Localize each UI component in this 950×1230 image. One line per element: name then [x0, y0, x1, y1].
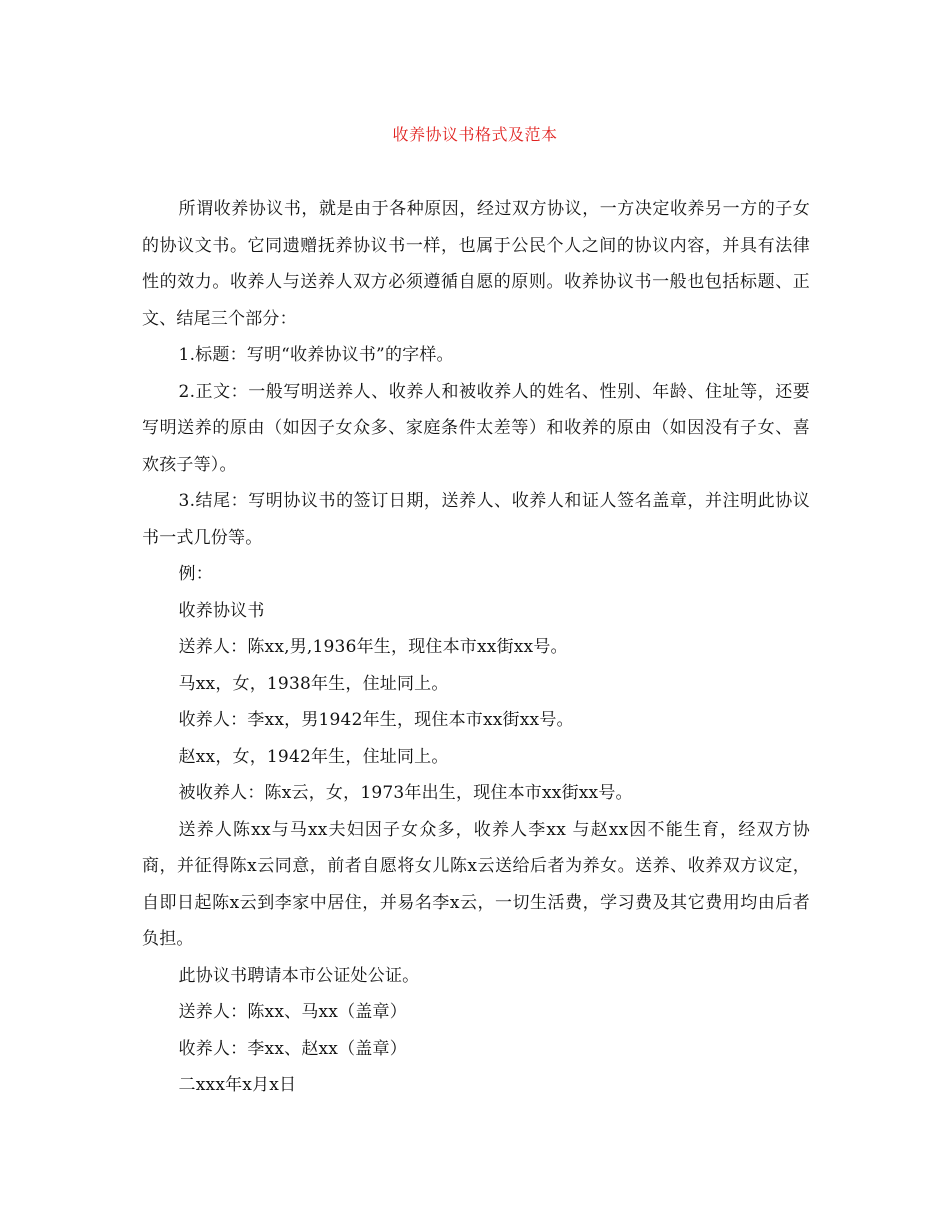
date-line: 二xxx年x月x日 — [178, 1075, 297, 1095]
adopter-signature-line: 收养人：李xx、赵xx（盖章） — [178, 1038, 407, 1059]
document-body — [142, 191, 810, 1104]
example-label: 例： — [178, 564, 213, 584]
intro-paragraph: 所谓收养协议书，就是由于各种原因，经过双方协议，一方决定收养另一方的子女的协议文书。它同遗赠抚养协议书一样，也属于公民个人之间的协议内容，并具有法律性的效力。收养人与送养人双方必须遵循自愿的原则。收养协议书一般也包括标题、正文、结尾三个部分： — [142, 199, 810, 329]
adopter-line-1: 收养人：李xx，男1942年生，现住本市xx街xx号。 — [178, 710, 574, 730]
adopter-line-2: 赵xx，女，1942年生，住址同上。 — [178, 746, 449, 767]
ending-rule-paragraph: 3.结尾：写明协议书的签订日期，送养人、收养人和证人签名盖章，并注明此协议书一式几份等。 — [142, 491, 810, 548]
sender-line-1: 送养人：陈xx,男,1936年生，现住本市xx街xx号。 — [178, 637, 568, 657]
body-rule-paragraph: 2.正文：一般写明送养人、收养人和被收养人的姓名、性别、年龄、住址等，还要写明送养的原由（如因子女众多、家庭条件太差等）和收养的原由（如因没有子女、喜欢孩子等）。 — [142, 381, 810, 475]
adoptee-line: 被收养人：陈x云，女，1973年出生，现住本市xx街xx号。 — [178, 783, 633, 803]
sender-line-2: 马xx，女，1938年生，住址同上。 — [178, 673, 449, 694]
notarization-line: 此协议书聘请本市公证处公证。 — [178, 965, 420, 986]
agreement-body-paragraph: 送养人陈xx与马xx夫妇因子女众多，收养人李xx 与赵xx因不能生育，经双方协商，并征得陈x云同意，前者自愿将女儿陈x云送给后者为养女。送养、收养双方议定，自即日起陈x云到李家中居住，并易名李x云，一切生活费，学习费及其它费用均由后者负担。 — [142, 819, 810, 949]
title-rule-paragraph: 1.标题：写明“收养协议书”的字样。 — [178, 345, 454, 365]
example-title: 收养协议书 — [178, 600, 265, 621]
sender-signature-line: 送养人：陈xx、马xx（盖章） — [178, 1002, 407, 1022]
document-title: 收养协议书格式及范本 — [392, 125, 558, 144]
